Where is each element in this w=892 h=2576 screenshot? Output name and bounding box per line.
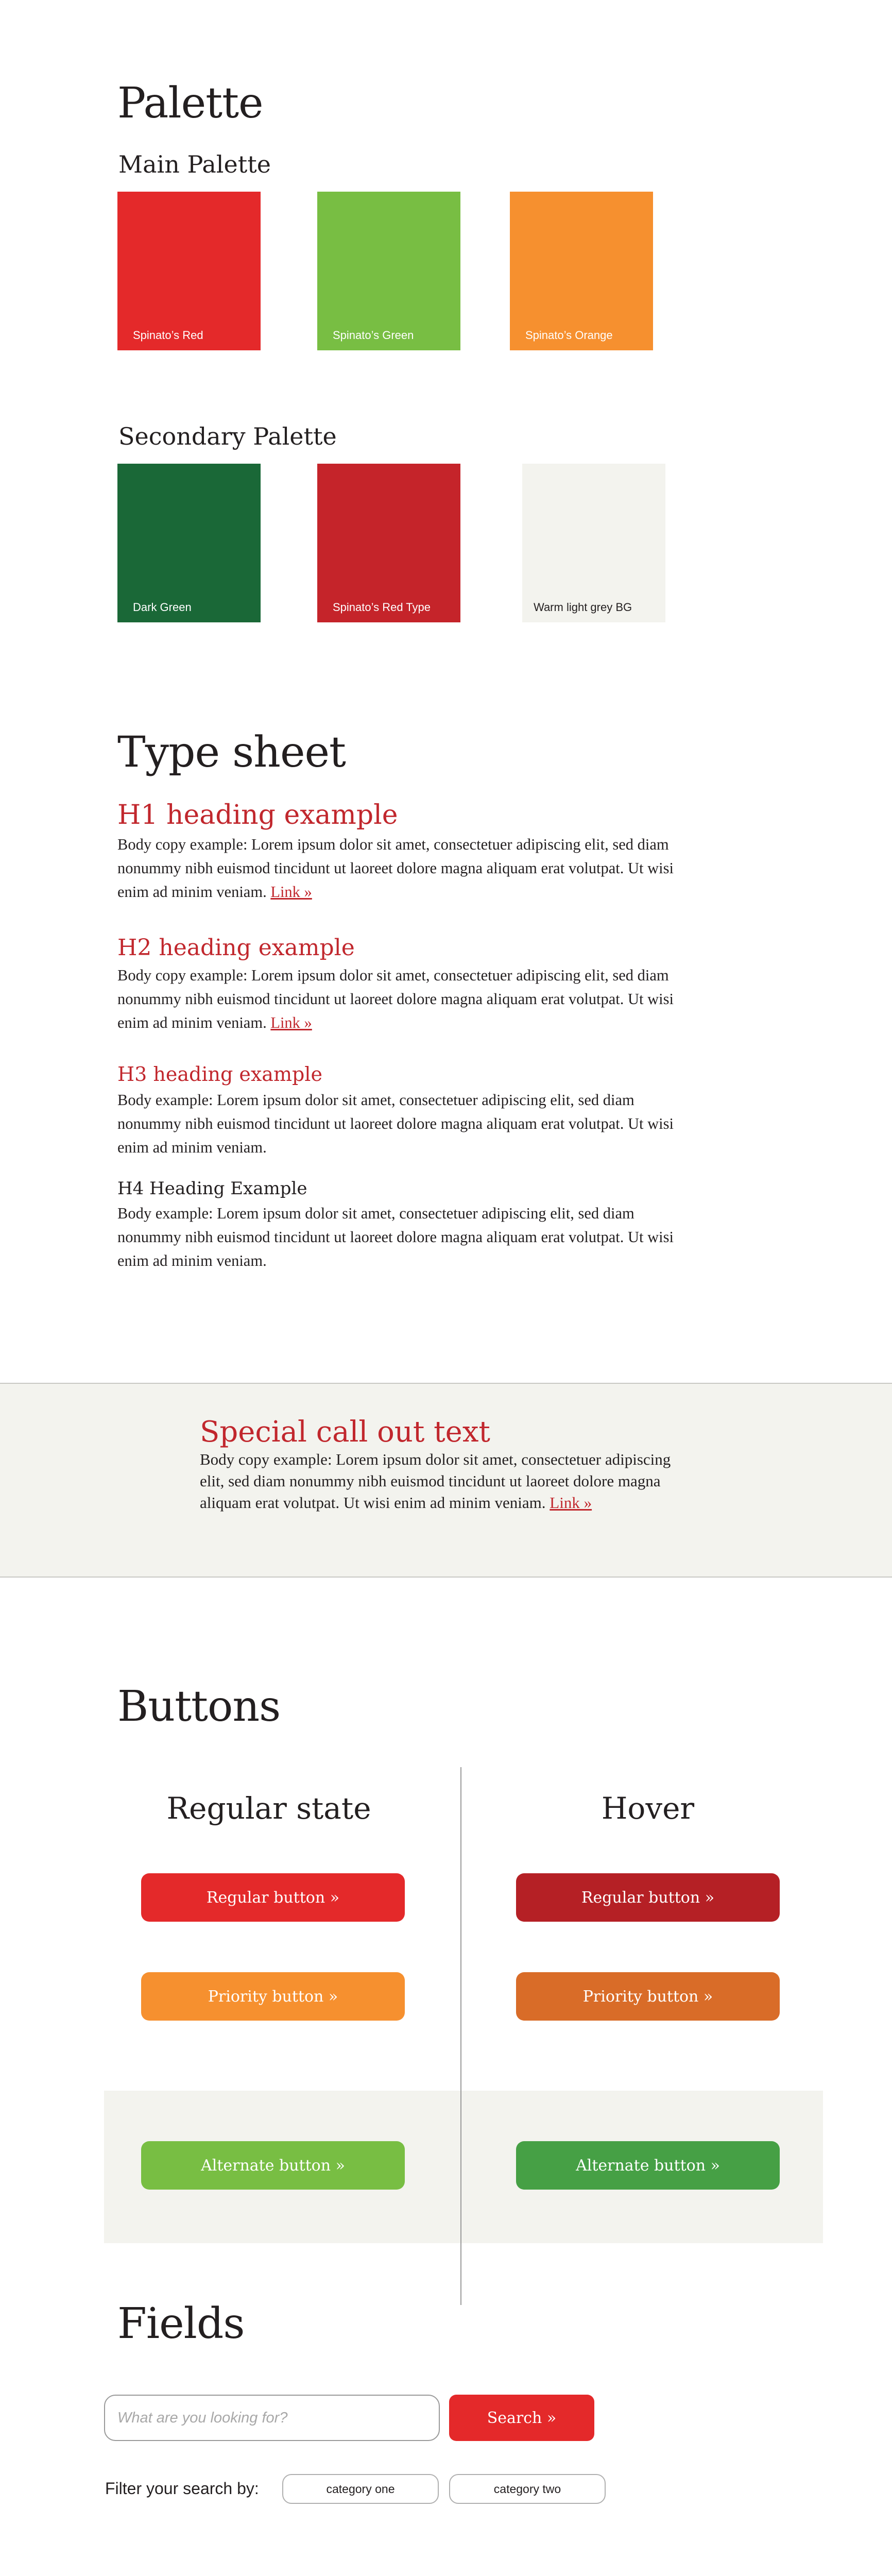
filter-category-two[interactable]: category two	[449, 2474, 606, 2504]
body-text: Body copy example: Lorem ipsum dolor sit amet, consectetuer adipiscing elit, sed diam nonummy nibh euismod tincidunt ut laoreet dolore magna aliquam erat volutpat. Ut wisi enim ad minim veniam.	[117, 967, 674, 1031]
swatch-label: Spinato’s Orange	[525, 329, 613, 342]
swatch-label: Spinato’s Green	[333, 329, 414, 342]
callout-title: Special call out text	[200, 1415, 490, 1449]
buttons-title: Buttons	[117, 1682, 281, 1731]
h3-body-copy: Body example: Lorem ipsum dolor sit amet, consectetuer adipiscing elit, sed diam nonummy nibh euismod tincidunt ut laoreet dolore magna aliquam erat volutpat. Ut wisi enim ad minim veniam.	[117, 1091, 674, 1156]
read-more-link[interactable]: Link »	[270, 883, 312, 901]
h2-example: H2 heading example	[117, 935, 355, 961]
swatch-dark-green	[117, 464, 261, 622]
swatch-label: Spinato’s Red Type	[333, 601, 431, 614]
swatch-spinatos-red	[117, 192, 261, 350]
body-text: Body copy example: Lorem ipsum dolor sit amet, consectetuer adipiscing elit, sed diam nonummy nibh euismod tincidunt ut laoreet dolore magna aliquam erat volutpat. Ut wisi enim ad minim veniam.	[117, 836, 674, 901]
read-more-link[interactable]: Link »	[270, 1014, 312, 1031]
h4-body-copy: Body example: Lorem ipsum dolor sit amet, consectetuer adipiscing elit, sed diam nonummy nibh euismod tincidunt ut laoreet dolore magna aliquam erat volutpat. Ut wisi enim ad minim veniam.	[117, 1205, 674, 1269]
regular-button[interactable]: Regular button »	[141, 1873, 405, 1922]
type-sheet-title: Type sheet	[117, 728, 346, 777]
alternate-button-hover[interactable]: Alternate button »	[516, 2141, 780, 2190]
swatch-label: Dark Green	[133, 601, 192, 614]
secondary-palette-title: Secondary Palette	[118, 422, 337, 450]
fields-title: Fields	[117, 2299, 245, 2348]
swatch-label: Warm light grey BG	[534, 601, 632, 614]
regular-state-title: Regular state	[166, 1791, 371, 1826]
main-palette-title: Main Palette	[118, 150, 271, 178]
filter-category-one[interactable]: category one	[282, 2474, 439, 2504]
swatch-spinatos-red-type	[317, 464, 460, 622]
callout-body	[200, 1449, 694, 1514]
state-divider	[460, 1767, 461, 2305]
h2-body-copy	[117, 963, 689, 1035]
priority-button-hover[interactable]: Priority button »	[516, 1972, 780, 2021]
swatch-warm-light-grey	[522, 464, 665, 622]
callout-section	[0, 1383, 892, 1578]
alternate-button[interactable]: Alternate button »	[141, 2141, 405, 2190]
swatch-label: Spinato’s Red	[133, 329, 203, 342]
callout-text: Body copy example: Lorem ipsum dolor sit amet, consectetuer adipiscing elit, sed diam nonummy nibh euismod tincidunt ut laoreet dolore magna aliquam erat volutpat. Ut wisi enim ad minim veniam.	[200, 1450, 671, 1512]
regular-button-hover[interactable]: Regular button »	[516, 1873, 780, 1922]
palette-title: Palette	[117, 79, 263, 128]
filter-label: Filter your search by:	[105, 2479, 259, 2498]
priority-button[interactable]: Priority button »	[141, 1972, 405, 2021]
h1-example: H1 heading example	[117, 800, 398, 831]
swatch-spinatos-orange	[510, 192, 653, 350]
search-button[interactable]: Search »	[449, 2395, 594, 2441]
callout-link[interactable]: Link »	[550, 1494, 592, 1512]
h3-example: H3 heading example	[117, 1063, 322, 1086]
h4-example: H4 Heading Example	[117, 1178, 307, 1199]
search-input[interactable]	[104, 2395, 440, 2441]
h1-body-copy	[117, 833, 689, 904]
hover-state-title: Hover	[601, 1791, 695, 1826]
swatch-spinatos-green	[317, 192, 460, 350]
